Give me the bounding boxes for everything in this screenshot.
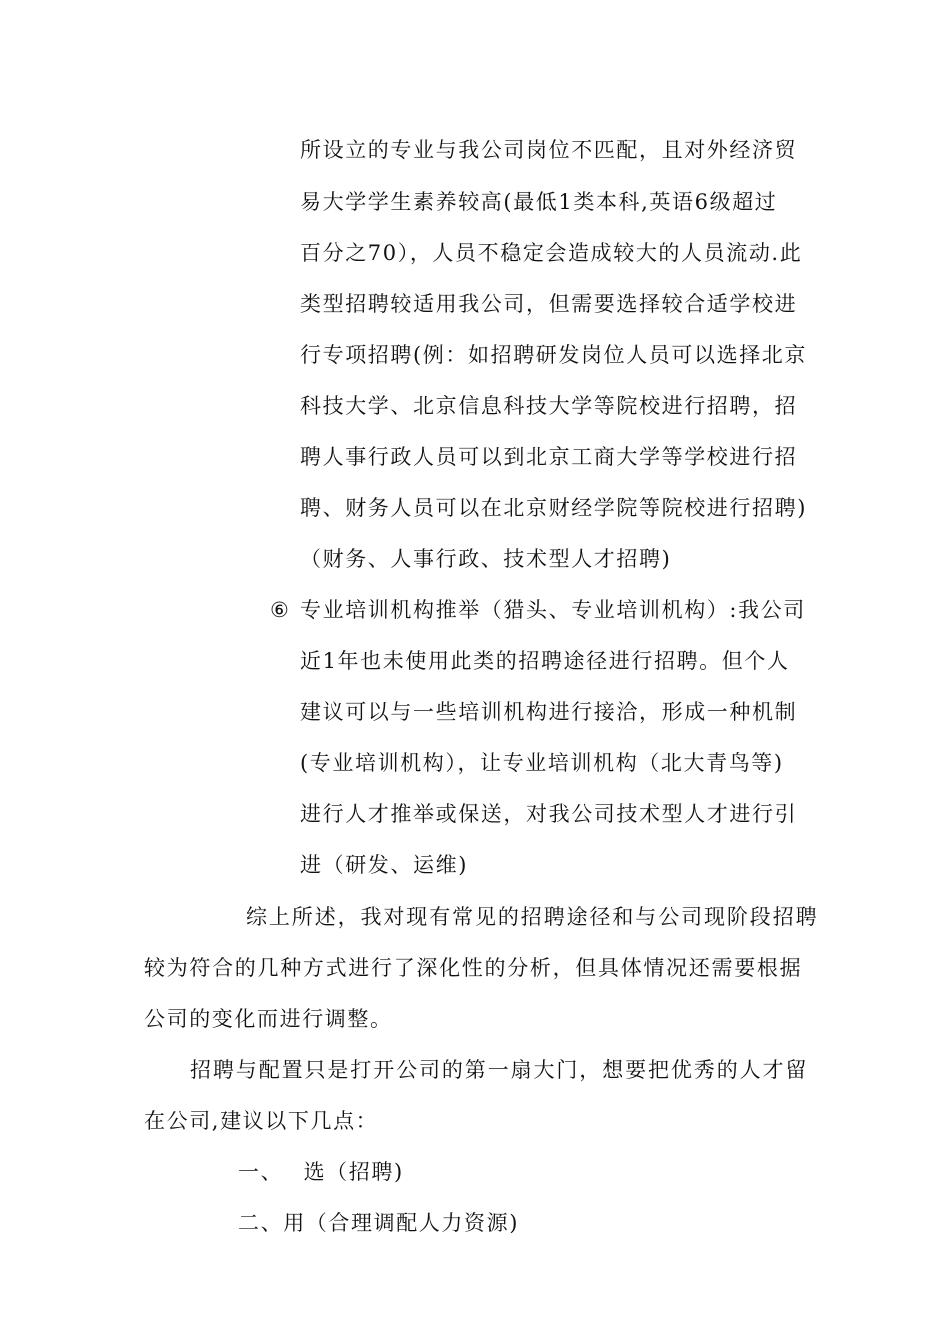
paragraph-line: 招聘与配置只是打开公司的第一扇大门，想要把优秀的人才留: [190, 1058, 809, 1082]
list-marker: ⑥: [270, 598, 289, 622]
paragraph-line: 综上所述，我对现有常见的招聘途径和与公司现阶段招聘: [246, 905, 819, 929]
body-line: (专业培训机构），让专业培训机构（北大青鸟等): [300, 751, 784, 775]
body-line: 近1年也未使用此类的招聘途径进行招聘。但个人: [300, 649, 790, 673]
paragraph-line: 较为符合的几种方式进行了深化性的分析，但具体情况还需要根据: [144, 956, 803, 980]
list-item: 二、用（合理调配人力资源): [238, 1211, 519, 1235]
body-line: 进（研发、运维): [300, 853, 468, 877]
body-line: 专业培训机构推举（猎头、专业培训机构）:我公司: [300, 598, 806, 622]
body-line: （财务、人事行政、技术型人才招聘): [300, 547, 672, 571]
body-line: 类型招聘较适用我公司，但需要选择较合适学校进: [300, 292, 798, 316]
body-line: 行专项招聘(例：如招聘研发岗位人员可以选择北京: [300, 343, 807, 367]
body-line: 所设立的专业与我公司岗位不匹配，且对外经济贸: [300, 138, 798, 162]
body-line: 科技大学、北京信息科技大学等院校进行招聘，招: [300, 394, 798, 418]
body-line: 聘人事行政人员可以到北京工商大学等学校进行招: [300, 445, 798, 469]
body-line: 易大学学生素养较高(最低1类本科,英语6级超过: [300, 190, 778, 214]
paragraph-line: 在公司,建议以下几点：: [144, 1109, 379, 1133]
body-line: 百分之70），人员不稳定会造成较大的人员流动.此: [300, 241, 803, 265]
body-line: 进行人才推举或保送，对我公司技术型人才进行引: [300, 802, 798, 826]
body-line: 建议可以与一些培训机构进行接洽，形成一种机制: [300, 700, 798, 724]
body-line: 聘、财务人员可以在北京财经学院等院校进行招聘): [300, 496, 807, 520]
paragraph-line: 公司的变化而进行调整。: [144, 1007, 393, 1031]
list-item: 一、 选（招聘): [238, 1160, 404, 1184]
